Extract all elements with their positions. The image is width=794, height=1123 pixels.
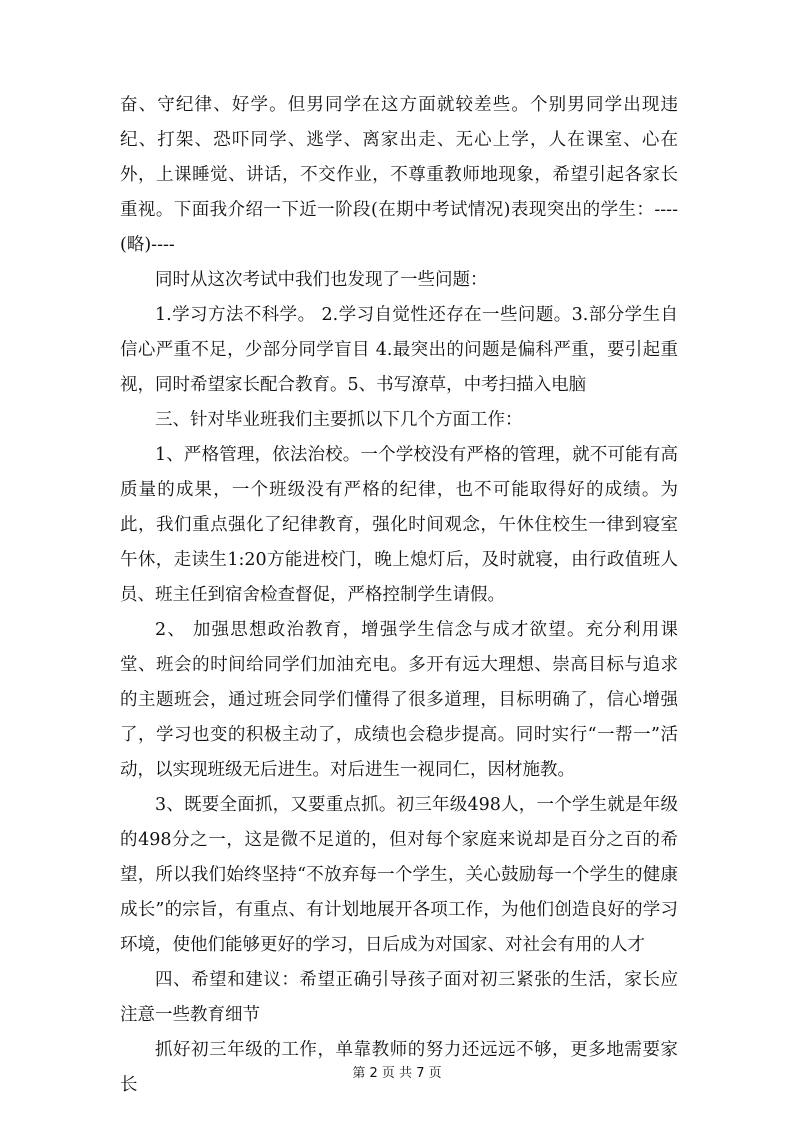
paragraph-problems-list: 1.学习方法不科学。 2.学习自觉性还存在一些问题。3.部分学生自信心严重不足，少部分同学盲目 4.最突出的问题是偏科严重，要引起重视，同时希望家长配合教育。5、书写潦草，中考扫描入电脑: [120, 305, 678, 395]
paragraph-comprehensive-focus: 3、既要全面抓，又要重点抓。初三年级498人，一个学生就是年级的498分之一，这是微不足道的，但对每个家庭来说却是百分之百的希望，所以我们始终坚持“不放弃每一个学生，关心鼓励每一个学生的健康成长”的宗旨，有重点、有计划地展开各项工作，为他们创造良好的学习环境，使他们能够更好的学习，日后成为对国家、对社会有用的人才: [120, 795, 678, 955]
section-heading-suggestions: 四、希望和建议：希望正确引导孩子面对初三紧张的生活，家长应注意一些教育细节: [120, 970, 678, 1025]
paragraph-parent-cooperation: 抓好初三年级的工作，单靠教师的努力还远远不够，更多地需要家长: [120, 1040, 678, 1095]
paragraph-continuation: 奋、守纪律、好学。但男同学在这方面就较差些。个别男同学出现违纪、打架、恐吓同学、逃学、离家出走、无心上学，人在课室、心在外，上课睡觉、讲话，不交作业，不尊重教师地现象，希望引起各家长重视。下面我介绍一下近一阶段(在期中考试情况)表现突出的学生：---- (略)----: [120, 95, 678, 255]
section-heading-graduating-class: 三、针对毕业班我们主要抓以下几个方面工作：: [155, 410, 523, 430]
document-body: [120, 88, 678, 1103]
page-number-footer: 第 2 页 共 7 页: [352, 1066, 442, 1081]
paragraph-problems-intro: 同时从这次考试中我们也发现了一些问题：: [155, 270, 488, 290]
paragraph-strict-management: 1、严格管理，依法治校。一个学校没有严格的管理，就不可能有高质量的成果，一个班级没有严格的纪律，也不可能取得好的成绩。为此，我们重点强化了纪律教育，强化时间观念，午休住校生一律到寝室午休，走读生1:20方能进校门，晚上熄灯后，及时就寝，由行政值班人员、班主任到宿舍检查督促，严格控制学生请假。: [120, 445, 678, 605]
paragraph-political-education: 2、 加强思想政治教育，增强学生信念与成才欲望。充分利用课堂、班会的时间给同学们加油充电。多开有远大理想、崇高目标与追求的主题班会，通过班会同学们懂得了很多道理，目标明确了，信心增强了，学习也变的积极主动了，成绩也会稳步提高。同时实行“一帮一”活动，以实现班级无后进生。对后进生一视同仁，因材施教。: [120, 620, 678, 780]
